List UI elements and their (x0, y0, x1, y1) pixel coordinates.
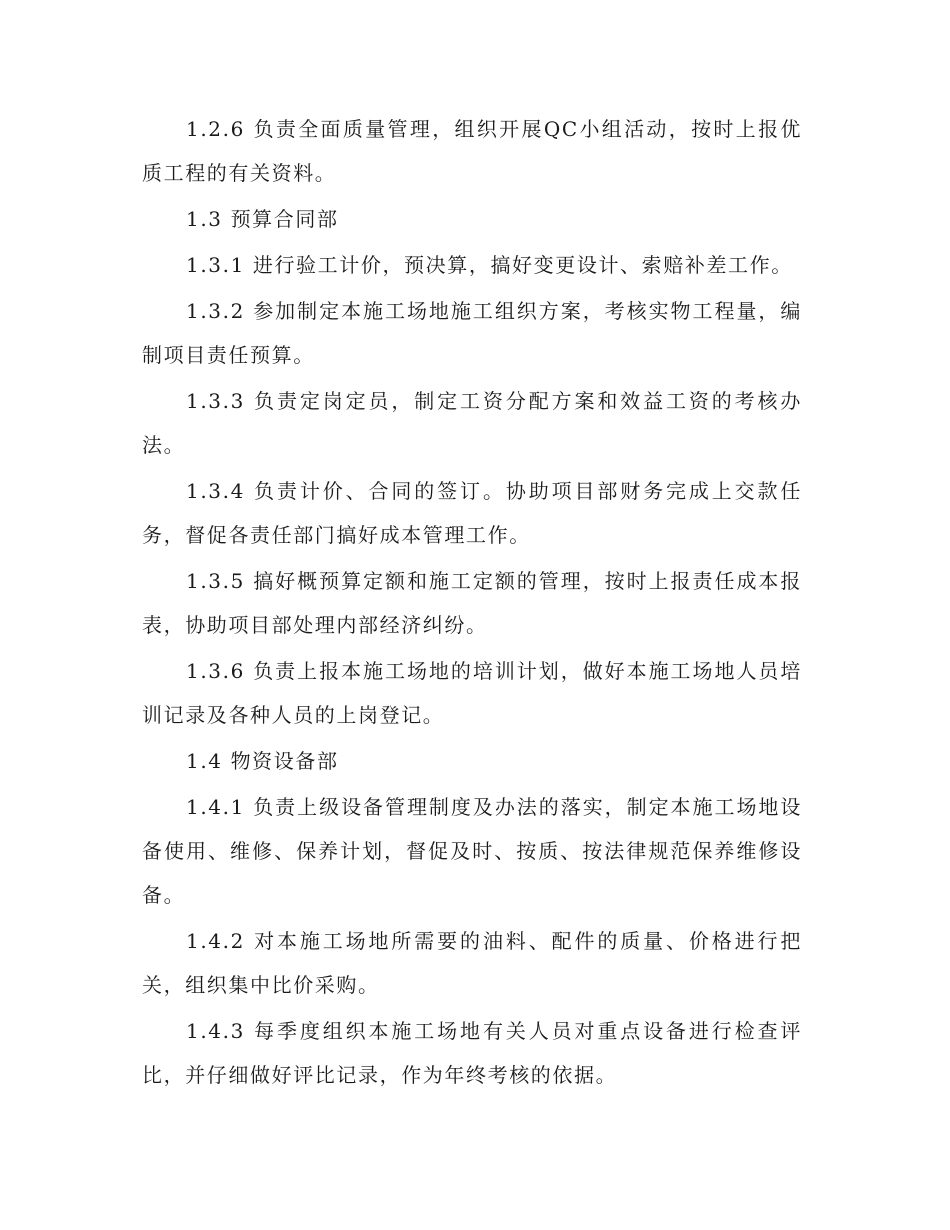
paragraph-1-4-2: 1.4.2 对本施工场地所需要的油料、配件的质量、价格进行把关，组织集中比价采购。 (142, 929, 802, 997)
paragraph-1-3-6: 1.3.6 负责上报本施工场地的培训计划，做好本施工场地人员培训记录及各种人员的上岗登记。 (142, 659, 802, 727)
section-heading-1-4: 1.4 物资设备部 (186, 749, 339, 773)
paragraph-1-3-4: 1.3.4 负责计价、合同的签订。协助项目部财务完成上交款任务，督促各责任部门搞好成本管理工作。 (142, 479, 802, 547)
paragraph-1-3-2: 1.3.2 参加制定本施工场地施工组织方案，考核实物工程量，编制项目责任预算。 (142, 299, 802, 367)
paragraph-1-3-5: 1.3.5 搞好概预算定额和施工定额的管理，按时上报责任成本报表，协助项目部处理内部经济纠纷。 (142, 569, 802, 637)
paragraph-1-3-3: 1.3.3 负责定岗定员，制定工资分配方案和效益工资的考核办法。 (142, 389, 802, 457)
document-body (142, 107, 802, 1098)
paragraph-1-4-1: 1.4.1 负责上级设备管理制度及办法的落实，制定本施工场地设备使用、维修、保养计划，督促及时、按质、按法律规范保养维修设备。 (142, 795, 802, 907)
paragraph-1-3-1: 1.3.1 进行验工计价，预决算，搞好变更设计、索赔补差工作。 (186, 253, 793, 277)
section-heading-1-3: 1.3 预算合同部 (186, 207, 339, 231)
paragraph-1-2-6: 1.2.6 负责全面质量管理，组织开展QC小组活动，按时上报优质工程的有关资料。 (142, 117, 802, 185)
paragraph-1-4-3: 1.4.3 每季度组织本施工场地有关人员对重点设备进行检查评比，并仔细做好评比记录，作为年终考核的依据。 (142, 1019, 802, 1087)
